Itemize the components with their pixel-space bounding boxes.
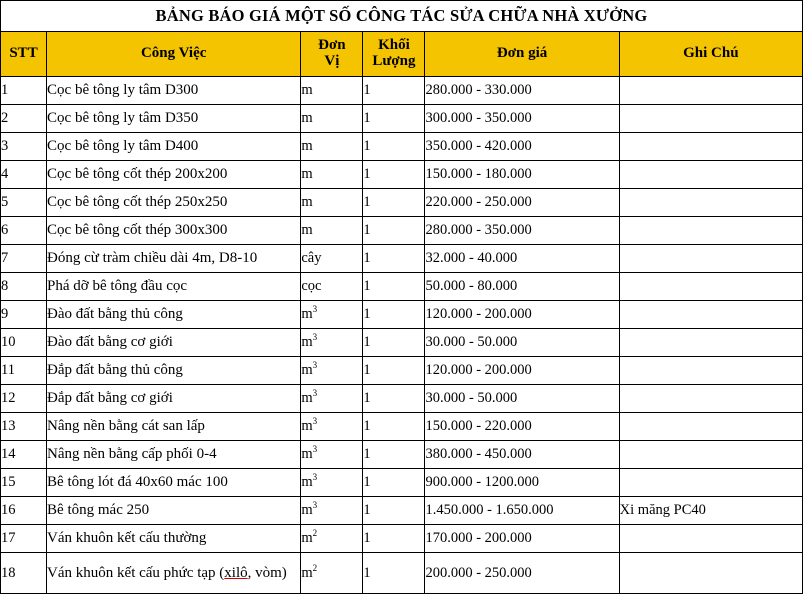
cell-unit: $m^2$ (301, 525, 363, 553)
cell-price: 32.000 - 40.000 (425, 245, 619, 273)
cell-price: 1.450.000 - 1.650.000 (425, 497, 619, 525)
cell-quantity: 1 (363, 161, 425, 189)
cell-price: 380.000 - 450.000 (425, 441, 619, 469)
cell-price: 30.000 - 50.000 (425, 385, 619, 413)
cell-quantity: 1 (363, 357, 425, 385)
cell-work: Đắp đất bằng cơ giới (47, 385, 301, 413)
cell-unit: $m^2$ (301, 553, 363, 594)
cell-work: Cọc bê tông cốt thép 200x200 (47, 161, 301, 189)
cell-price: 280.000 - 350.000 (425, 217, 619, 245)
unit-superscript: 3 (312, 444, 318, 455)
cell-stt: 13 (1, 413, 47, 441)
table-row (1, 161, 803, 189)
cell-note (619, 357, 802, 385)
cell-price: 120.000 - 200.000 (425, 357, 619, 385)
cell-quantity: 1 (363, 105, 425, 133)
column-header-quantity-line2: Lượng (372, 53, 416, 69)
cell-note (619, 301, 802, 329)
cell-unit: m (301, 161, 363, 189)
cell-work: Phá dỡ bê tông đầu cọc (47, 273, 301, 301)
column-header-stt: STT (1, 32, 47, 77)
cell-work: Nâng nền bằng cấp phối 0-4 (47, 441, 301, 469)
cell-price: 150.000 - 180.000 (425, 161, 619, 189)
cell-stt: 16 (1, 497, 47, 525)
cell-price: 220.000 - 250.000 (425, 189, 619, 217)
column-header-work: Công Việc (47, 32, 301, 77)
unit-superscript: 3 (312, 416, 318, 427)
document-title: BẢNG BÁO GIÁ MỘT SỐ CÔNG TÁC SỬA CHỮA NHÀ XƯỞNG (1, 1, 803, 32)
cell-stt: 14 (1, 441, 47, 469)
cell-quantity: 1 (363, 413, 425, 441)
column-header-note: Ghi Chú (619, 32, 802, 77)
cell-work: Cọc bê tông ly tâm D350 (47, 105, 301, 133)
table-row (1, 189, 803, 217)
cell-note (619, 525, 802, 553)
cell-stt: 4 (1, 161, 47, 189)
cell-price: 900.000 - 1200.000 (425, 469, 619, 497)
cell-unit: cọc (301, 273, 363, 301)
cell-work: Đắp đất bằng thủ công (47, 357, 301, 385)
unit-superscript: 3 (312, 304, 318, 315)
cell-quantity: 1 (363, 217, 425, 245)
cell-note (619, 245, 802, 273)
cell-work: Cọc bê tông ly tâm D400 (47, 133, 301, 161)
column-header-unit-line1: Đơn (318, 37, 346, 54)
cell-price: 350.000 - 420.000 (425, 133, 619, 161)
cell-price: 150.000 - 220.000 (425, 413, 619, 441)
cell-unit: cây (301, 245, 363, 273)
column-header-quantity-line1: Khối (378, 37, 410, 54)
cell-work: Cọc bê tông ly tâm D300 (47, 77, 301, 105)
cell-note (619, 189, 802, 217)
table-row (1, 105, 803, 133)
table-row (1, 77, 803, 105)
cell-note (619, 217, 802, 245)
cell-unit: $m^3$ (301, 301, 363, 329)
column-header-unit (301, 32, 363, 77)
cell-work: Đào đất bằng cơ giới (47, 329, 301, 357)
cell-work: Cọc bê tông cốt thép 250x250 (47, 189, 301, 217)
cell-work: Nâng nền bằng cát san lấp (47, 413, 301, 441)
unit-superscript: 2 (312, 528, 318, 539)
cell-price: 280.000 - 330.000 (425, 77, 619, 105)
table-row (1, 301, 803, 329)
cell-work (47, 553, 301, 594)
cell-stt: 3 (1, 133, 47, 161)
cell-price: 120.000 - 200.000 (425, 301, 619, 329)
cell-unit: $m^3$ (301, 357, 363, 385)
cell-work: Đào đất bằng thủ công (47, 301, 301, 329)
unit-superscript: 2 (312, 562, 318, 573)
unit-superscript: 3 (312, 500, 318, 511)
cell-work-part2: , vòm) (247, 564, 287, 581)
table-row (1, 469, 803, 497)
table-row (1, 133, 803, 161)
unit-superscript: 3 (312, 388, 318, 399)
table-row (1, 273, 803, 301)
cell-work: Cọc bê tông cốt thép 300x300 (47, 217, 301, 245)
cell-quantity: 1 (363, 189, 425, 217)
cell-note (619, 469, 802, 497)
cell-note (619, 161, 802, 189)
cell-quantity: 1 (363, 329, 425, 357)
table-header-row (1, 32, 803, 77)
cell-price: 170.000 - 200.000 (425, 525, 619, 553)
table-row (1, 385, 803, 413)
cell-unit: m (301, 133, 363, 161)
cell-quantity: 1 (363, 553, 425, 594)
cell-quantity: 1 (363, 497, 425, 525)
table-row (1, 329, 803, 357)
cell-quantity: 1 (363, 525, 425, 553)
cell-note (619, 329, 802, 357)
column-header-unit-line2: Vị (324, 53, 340, 69)
cell-note (619, 273, 802, 301)
table-row (1, 525, 803, 553)
cell-unit: $m^3$ (301, 441, 363, 469)
cell-note: Xi măng PC40 (619, 497, 802, 525)
table-row (1, 497, 803, 525)
cell-stt: 1 (1, 77, 47, 105)
column-header-price: Đơn giá (425, 32, 619, 77)
cell-work: Bê tông mác 250 (47, 497, 301, 525)
cell-unit: m (301, 189, 363, 217)
cell-stt: 11 (1, 357, 47, 385)
cell-stt: 10 (1, 329, 47, 357)
cell-unit: $m^3$ (301, 385, 363, 413)
unit-superscript: 3 (312, 472, 318, 483)
cell-unit: $m^3$ (301, 469, 363, 497)
cell-work-underlined: xilô (224, 564, 248, 581)
cell-stt: 17 (1, 525, 47, 553)
cell-quantity: 1 (363, 133, 425, 161)
cell-quantity: 1 (363, 273, 425, 301)
cell-price: 200.000 - 250.000 (425, 553, 619, 594)
cell-stt: 12 (1, 385, 47, 413)
cell-quantity: 1 (363, 245, 425, 273)
table-row (1, 217, 803, 245)
cell-quantity: 1 (363, 77, 425, 105)
cell-stt: 6 (1, 217, 47, 245)
table-row (1, 245, 803, 273)
cell-unit: m (301, 105, 363, 133)
cell-quantity: 1 (363, 441, 425, 469)
cell-price: 30.000 - 50.000 (425, 329, 619, 357)
cell-work: Ván khuôn kết cấu thường (47, 525, 301, 553)
table-title-row (1, 1, 803, 32)
cell-unit: m (301, 77, 363, 105)
cell-work: Bê tông lót đá 40x60 mác 100 (47, 469, 301, 497)
cell-note (619, 385, 802, 413)
cell-stt: 7 (1, 245, 47, 273)
cell-stt: 9 (1, 301, 47, 329)
unit-superscript: 3 (312, 360, 318, 371)
cell-unit: $m^3$ (301, 413, 363, 441)
cell-stt: 15 (1, 469, 47, 497)
cell-note (619, 553, 802, 594)
table-row (1, 357, 803, 385)
cell-unit: m (301, 217, 363, 245)
cell-note (619, 441, 802, 469)
unit-superscript: 3 (312, 332, 318, 343)
cell-unit: $m^3$ (301, 329, 363, 357)
cell-unit: $m^3$ (301, 497, 363, 525)
cell-note (619, 133, 802, 161)
cell-note (619, 105, 802, 133)
cell-quantity: 1 (363, 385, 425, 413)
cell-stt: 18 (1, 553, 47, 594)
cell-work-part1: Ván khuôn kết cấu phức tạp ( (47, 564, 225, 581)
column-header-quantity (363, 32, 425, 77)
cell-stt: 8 (1, 273, 47, 301)
cell-quantity: 1 (363, 469, 425, 497)
cell-note (619, 77, 802, 105)
cell-stt: 2 (1, 105, 47, 133)
table-row (1, 553, 803, 594)
cell-work: Đóng cừ tràm chiều dài 4m, D8-10 (47, 245, 301, 273)
table-row (1, 413, 803, 441)
cell-quantity: 1 (363, 301, 425, 329)
cell-price: 50.000 - 80.000 (425, 273, 619, 301)
table-row (1, 441, 803, 469)
cell-price: 300.000 - 350.000 (425, 105, 619, 133)
cell-note (619, 413, 802, 441)
cell-stt: 5 (1, 189, 47, 217)
